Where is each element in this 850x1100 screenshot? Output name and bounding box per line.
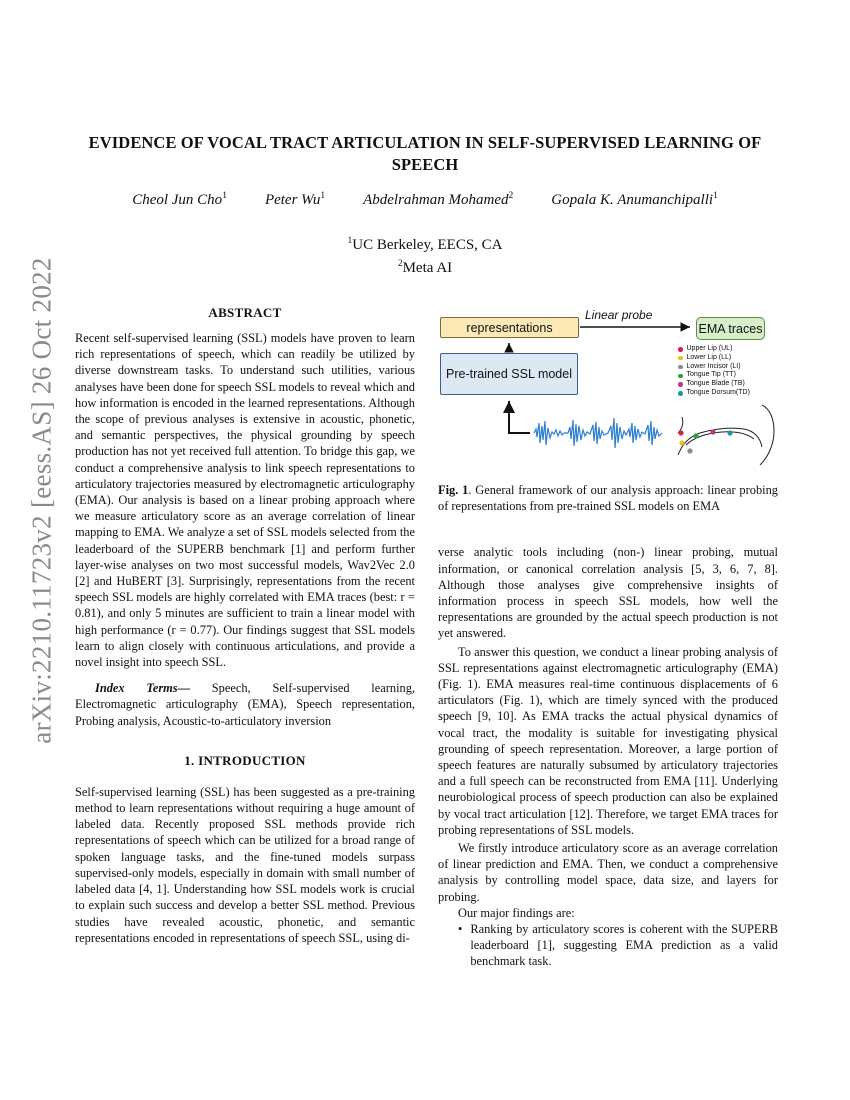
- legend-item: Lower Lip (LL): [678, 354, 750, 363]
- representations-box: representations: [440, 317, 579, 338]
- intro-text: Self-supervised learning (SSL) has been suggested as a pre-training method to learn representations without requiring a huge amount of labeled data. Recently proposed SSL methods provide rich representations of speech which can be utilized for a broad range of spoken language tasks, and the fine-tuned models surpass supervised-only models, especially in domain with small number of labeled data [4, 1]. Understanding how SSL models work is crucial to explain such success and develop a better SSL method. Previous studies have revealed acoustic, phonetic, and semantic representations encoded in representations of speech SSL, using di-: [75, 784, 415, 945]
- paper-title: EVIDENCE OF VOCAL TRACT ARTICULATION IN SELF-SUPERVISED LEARNING OF SPEECH: [88, 133, 762, 174]
- paragraph: To answer this question, we conduct a linear probing analysis of SSL representations against electromagnetic articulography (EMA) (Fig. 1). EMA measures real-time continuous displacements of 6 articulators (Fig. 1), which are timely synced with the produced speech [9, 10]. As EMA tracks the actual physical dynamics of vocal tract, the modality is suitable for investigating physical grounding of speech representation. Moreover, a large portion of speech features are naturally subsumed by articulatory trajectories and a full speech can be reconstructed from EMA [11]. Underlying neurobiological process of speech production can also be explained by vocal tract articulation [12]. Therefore, we target EMA traces for probing representations of SSL models.: [438, 644, 778, 837]
- marker-ll: [679, 440, 684, 445]
- abstract-heading: ABSTRACT: [208, 305, 282, 320]
- paragraph: We firstly introduce articulatory score as an average correlation of linear prediction and EMA. Then, we conduct a comprehensive analysis by controlling model space, data size, and layers for probing.: [438, 841, 778, 904]
- legend-item: Upper Lip (UL): [678, 345, 750, 354]
- ssl-model-box: Pre-trained SSL model: [440, 353, 578, 395]
- bullet-mark: •: [458, 922, 463, 937]
- waveform-icon: [534, 418, 662, 448]
- articulator-legend: [678, 345, 750, 398]
- affiliation: $^1$UC Berkeley, EECS, CA: [347, 236, 503, 253]
- arxiv-stamp: [22, 256, 62, 744]
- figure-caption-label: Fig. 1: [438, 483, 469, 497]
- paragraph: Our major findings are:: [458, 905, 575, 920]
- index-terms-text: Speech, Self-supervised learning, Electromagnetic articulography (EMA), Speech representation, Probing analysis, Acoustic-to-articulatory inversion: [75, 681, 415, 728]
- figure-caption-text: . General framework of our analysis approach: linear probing of representations from pre-trained SSL models on EMA: [438, 483, 778, 514]
- abstract-text: Recent self-supervised learning (SSL) models have proven to learn rich representations of speech, which can readily be utilized by diverse downstream tasks. To understand such utilities, various analyses have been done for speech SSL models to reveal which and how information is encoded in the learned representations. Although the scope of previous analyses is extensive in acoustic, phonetic, and semantic perspectives, the physical grounding by speech production has not yet received full attention. To bridge this gap, we conduct a comprehensive analysis to link speech representations to articulatory trajectories measured by electromagnetic articulography (EMA). Our analysis is based on a linear probing approach where we measure articulatory score as an average correlation of linear mapping to EMA. We analyze a set of SSL models selected from the leaderboard of the SUPERB benchmark [1] and perform further layer-wise analyses on two most successful models, Wav2Vec 2.0 [2] and HuBERT [3]. Surprisingly, representations from the recent speech SSL models are highly correlated with EMA traces (best: r = 0.81), and only 5 minutes are sufficient to train a linear model with high performance (r = 0.77). Our findings suggest that SSL models learn to align closely with continuous articulations, and provide a novel insight into speech SSL.: [75, 331, 416, 670]
- left-column: [75, 305, 415, 946]
- legend-item: Lower Incisor (LI): [678, 363, 750, 372]
- marker-tt: [693, 433, 698, 438]
- legend-item: Tongue Tip (TT): [678, 371, 750, 380]
- linear-probe-label: Linear probe: [585, 308, 653, 322]
- index-terms: [75, 680, 415, 729]
- figure-1: [438, 305, 778, 470]
- figure-caption: [438, 482, 778, 514]
- author: Abdelrahman Mohamed$^2$: [363, 191, 514, 208]
- intro-heading: 1. INTRODUCTION: [184, 752, 306, 768]
- list-item-text: Ranking by articulatory scores is coherent with the SUPERB leaderboard [1], suggesting EMA prediction as a valid benchmark task.: [470, 922, 778, 969]
- legend-item: Tongue Dorsum(TD): [678, 389, 750, 398]
- arxiv-id: arXiv:2210.11723v2 [eess.AS] 26 Oct 2022: [26, 256, 57, 744]
- paragraph: verse analytic tools including (non-) linear probing, mutual information, or canonical correlation analysis [5, 3, 6, 7, 8]. Although those analyses give comprehensive insights of information process in speech SSL models, how well the representations are grounded by the actual speech production is not yet answered.: [438, 545, 778, 641]
- author: Gopala K. Anumanchipalli$^1$: [551, 191, 718, 208]
- marker-td: [727, 430, 732, 435]
- author: Peter Wu$^1$: [264, 191, 326, 208]
- ema-traces-box: EMA traces: [696, 317, 765, 340]
- right-column: [438, 305, 778, 970]
- input-arrow: [509, 401, 530, 433]
- affiliations: [75, 232, 775, 278]
- index-terms-label: Index Terms—: [95, 681, 190, 696]
- marker-li: [687, 448, 692, 453]
- affiliation: $^2$Meta AI: [397, 259, 453, 276]
- marker-tb: [710, 429, 715, 434]
- legend-item: Tongue Blade (TB): [678, 380, 750, 389]
- vocal-tract-icon: [678, 405, 774, 465]
- author: Cheol Jun Cho$^1$: [132, 191, 227, 208]
- marker-ul: [678, 430, 683, 435]
- author-list: [75, 191, 775, 209]
- list-item: [438, 921, 778, 970]
